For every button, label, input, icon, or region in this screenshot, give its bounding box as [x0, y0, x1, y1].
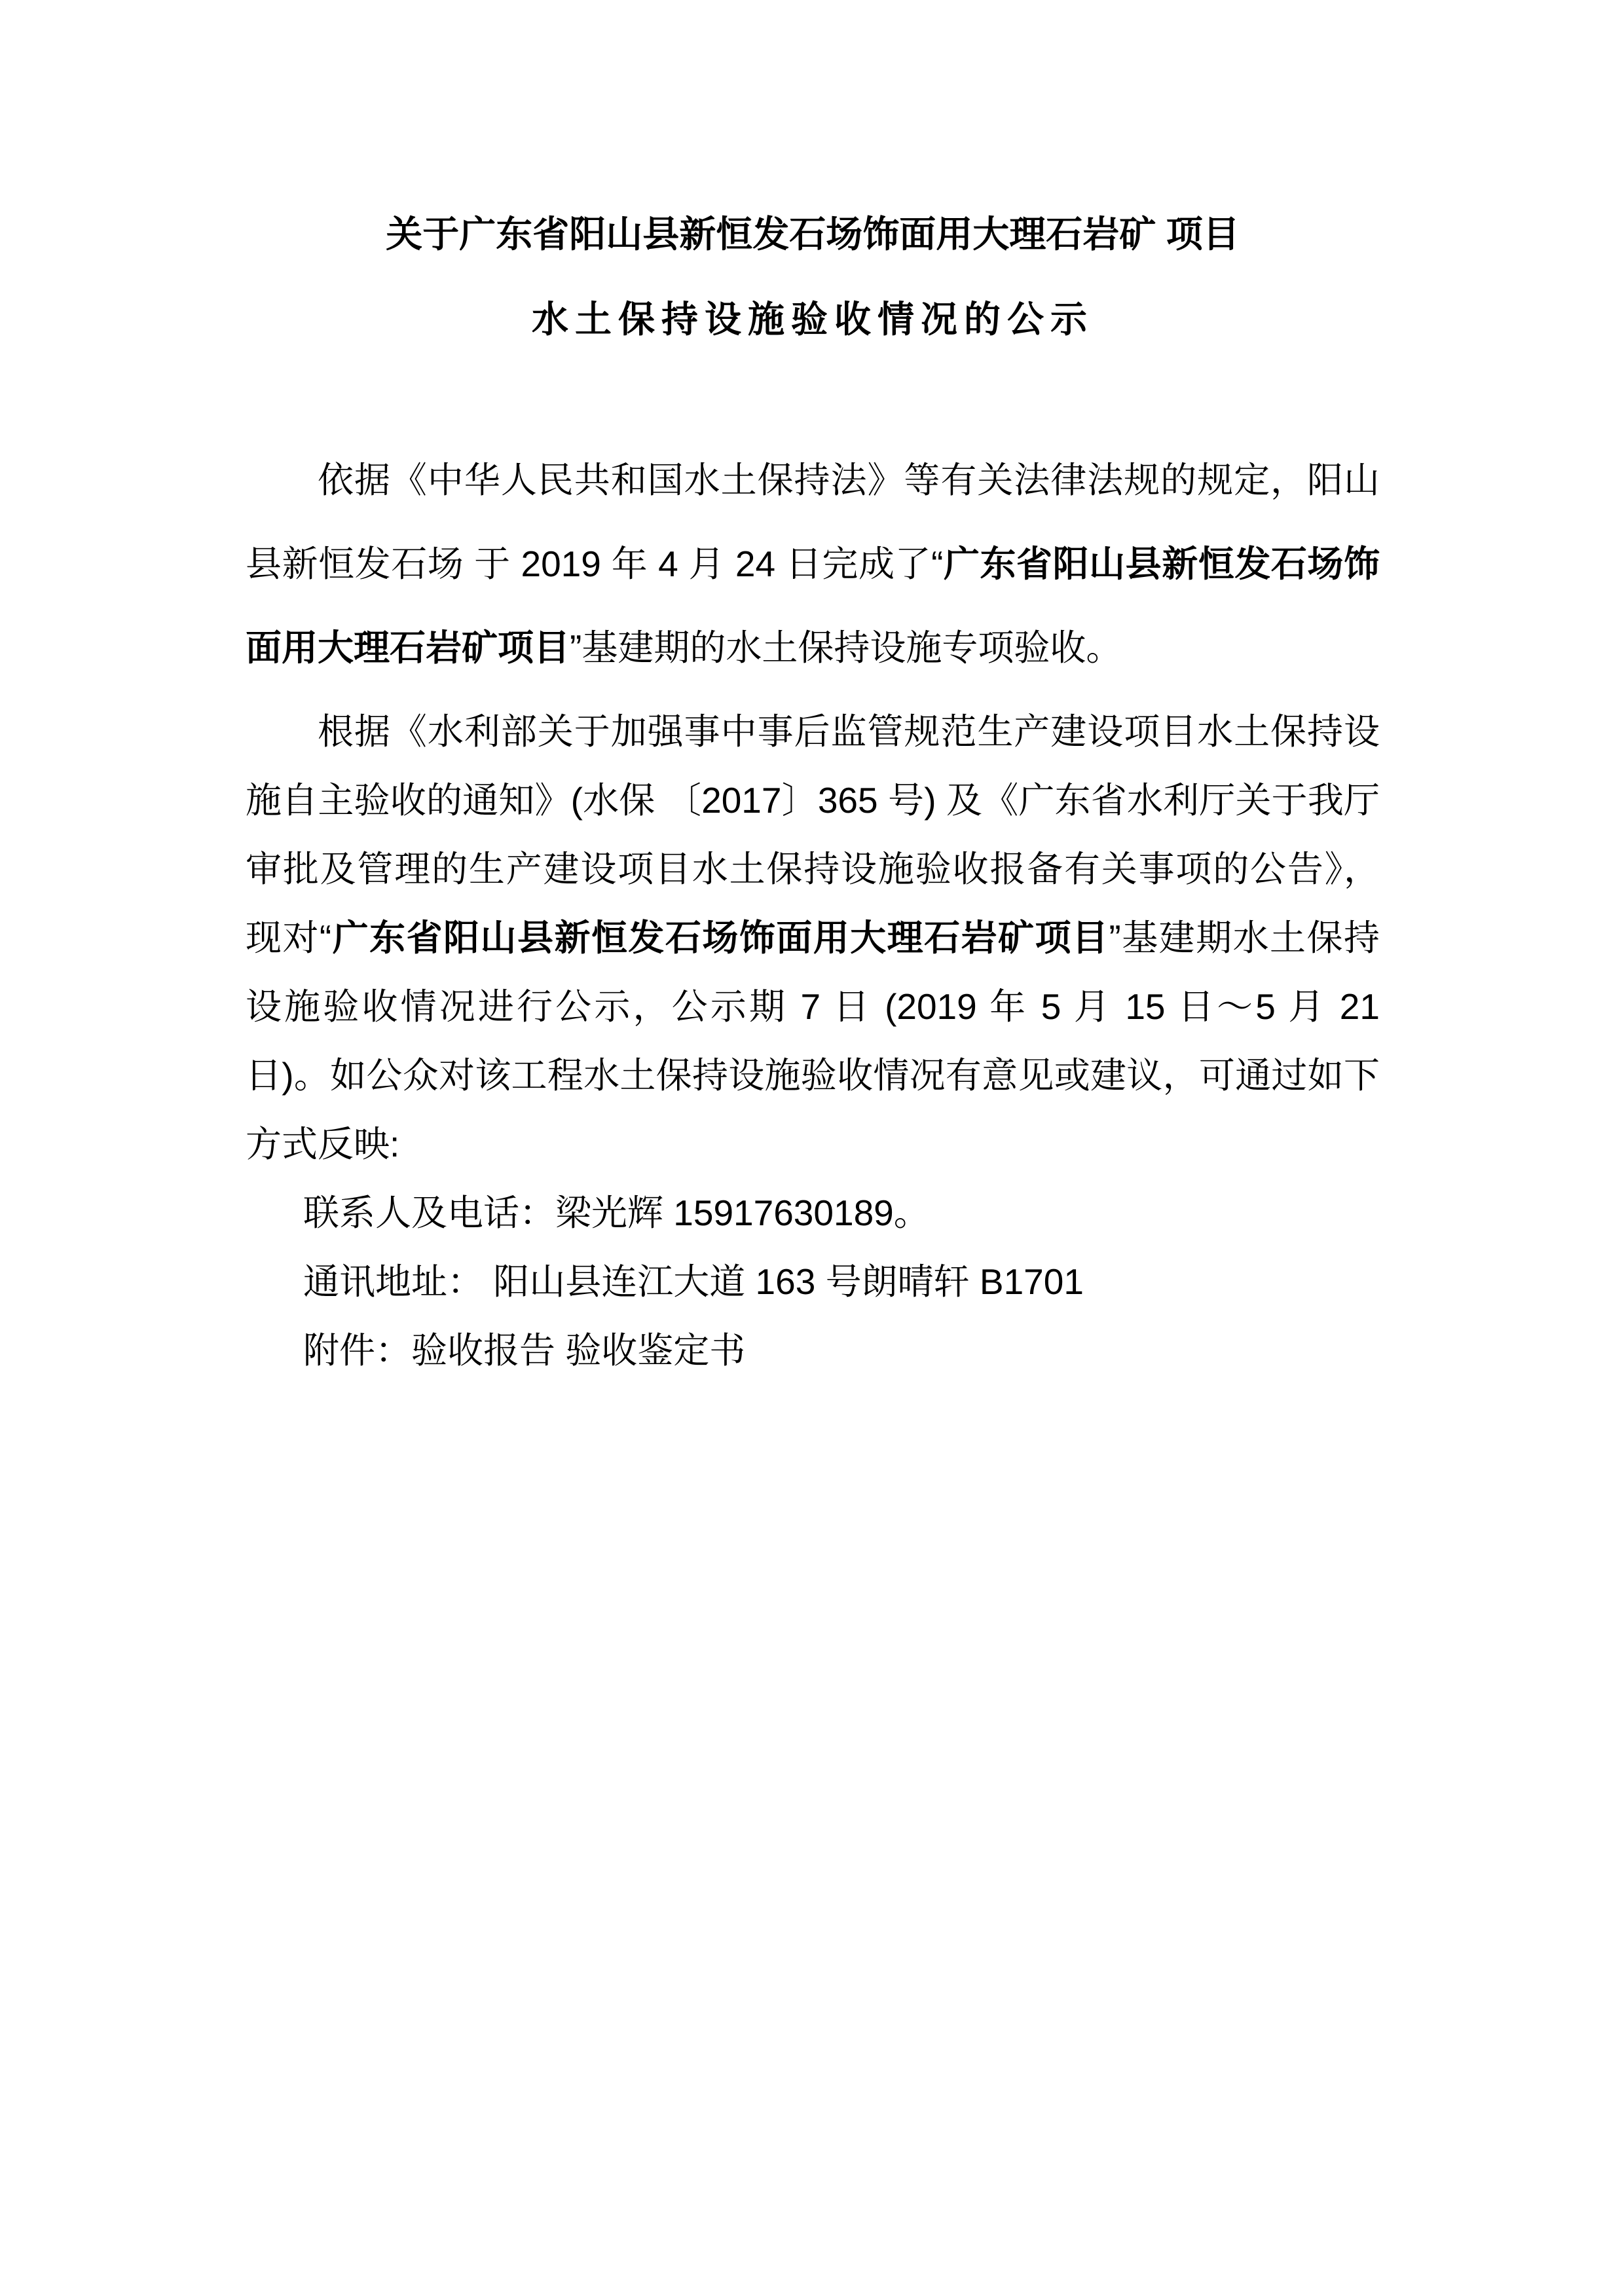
paragraph-notice-details: [246, 697, 1380, 1179]
attachment-line: 附件：验收报告 验收鉴定书: [303, 1330, 746, 1371]
document-title: [246, 192, 1380, 362]
project-name-bold-2: 广东省阳山县新恒发石场饰面用大理石岩矿项目: [331, 917, 1109, 958]
title-line-1: 关于广东省阳山县新恒发石场饰面用大理石岩矿 项目: [386, 213, 1240, 255]
title-line-2: 水土保持设施验收情况的公示: [532, 299, 1094, 340]
contact-address-line: 通讯地址： 阳山县连江大道 163 号朗晴轩 B1701: [303, 1261, 1084, 1302]
paragraph-2-text: 根据《水利部关于加强事中事后监管规范生产建设项目水土保持设施自主验收的通知》(水保 〔2017〕365 号) 及《广东省水利厅关于我厅审批及管理的生产建设项目水土保持设施验收报备有关事项的公告》，现对“: [246, 711, 1380, 958]
project-name-bold-1: 广东省阳山县新恒发石场饰面用大理石岩矿项目: [246, 544, 1380, 668]
paragraph-1-tail: ”基建期的水土保持设施专项验收。: [570, 627, 1122, 668]
paragraph-1-text: 依据《中华人民共和国水土保持法》等有关法律法规的规定，阳山县新恒发石场 于 2019 年 4 月 24 日完成了“: [246, 460, 1380, 584]
paragraph-legal-basis: [246, 438, 1380, 690]
contact-phone-line: 联系人及电话：梁光辉 15917630189。: [303, 1193, 930, 1233]
paragraph-2-tail: ”基建期水土保持设施验收情况进行公示，公示期 7 日 (2019 年 5 月 15 日～5 月 21 日)。如公众对该工程水土保持设施验收情况有意见或建议，可通过如下方式反映:: [246, 917, 1380, 1164]
